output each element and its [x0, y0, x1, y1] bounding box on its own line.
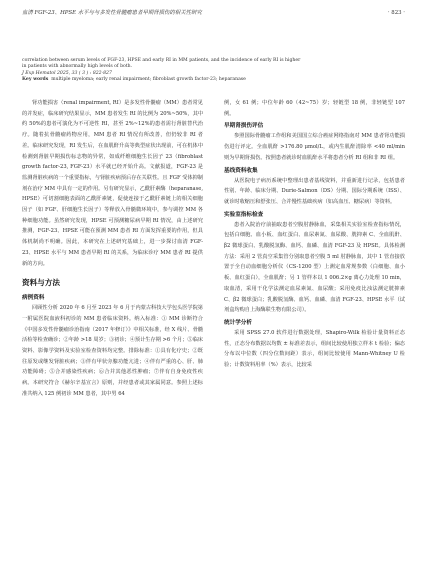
keywords-line — [22, 77, 405, 83]
cases-paragraph: 回顾性分析 2020 年 6 月至 2023 年 6 月于内蒙古科技大学包头医学院第一附属医院血液科初诊的 MM 患者临床资料。纳入标准：① MM 诊断符合《中国多发性骨髓瘤诊治指南（2017 年修订）》中相关标准，经 X 线片、骨髓活检等检查确诊；②年龄 >18 周岁；③初诊；④预计生存期 >6 个月；⑤临床资料、影像学资料及实验室检查资料均完整。排除标准：①具有化疗史；②既往原发或继发肾脏疾病；③伴有甲状旁腺功能亢进；④伴有严重的心、肝、肺功能障碍；⑤合并感染性疾病；⑥合并其他恶性肿瘤；⑦伴有自身免疫性疾病。本研究符合《赫尔辛基宣言》原则，并经患者或其家属同意。参照上述标准共纳入 125 例初诊 MM 患者，其中男 64 — [22, 305, 203, 397]
page-number: · 823 · — [387, 10, 405, 16]
abstract-text: correlation between serum levels of FGF-23, HPSE and early RI in MM patients, and the incidence of early RI is higher — [22, 58, 301, 63]
subsection-heading-renal-assessment: 早期肾损伤评估 — [224, 123, 264, 130]
section-heading-methods: 资料与方法 — [22, 278, 60, 288]
left-column — [22, 98, 203, 400]
intro-paragraph: 肾功能损害（renal impairment, RI）是多发性骨髓瘤（MM）患者常见的并发症，临床研究结果显示，MM 患者发生 RI 的比例为 20%~50%，其中约 50%的患者可演化为不可逆性 RI，甚至 2%~12%的患者需行肾脏替代治疗。随着抗骨髓瘤药物应用，MM 患者 RI 情况有所改善，但仍较非 RI 者差。临床研究发现，RI 发生后，在血肌酐升高等典型症状出现前，可在机体中检测到肾脏早期损伤标志物的异常，如成纤维细胞生长因子 23（fibroblast growth factor-23, FGF-23）水平就已经开始升高。文献报道，FGF-23 是监测肾脏疾病的一个重要指标，与肾脏疾病预后存在关联性。且 FGF 受体抑制剂在治疗 MM 中具有一定的作用。另有研究显示，乙酰肝素酶（heparanase, HPSE）可切割细胞表面的乙酰肝素链，促使连接于乙酰肝素链上的相关细胞因子（如 FGF、肝细胞生长因子）等释放入骨髓微环境中，参与调控 MM 各种细胞功能。虽然研究发现，HPSE 可预测糖尿病早期 RI 情况，由上述研究推测，FGF-23、HPSE 可能在预测 MM 患者 RI 方面发挥重要的作用，但具体机制尚不明确。因此，本研究在上述研究基础上，进一步探讨血清 FGF-23、HPSE 水平与 MM 患者早期 RI 的关系，为临床诊疗 MM 患者 RI 提供新的方向。 — [22, 100, 204, 267]
cases-paragraph-continued: 例，女 61 例；中位年龄 60（42~75）岁；轻链型 18 例，非轻链型 107 例。 — [224, 100, 405, 117]
right-column — [224, 98, 405, 371]
keywords-text: multiple myeloma; early renal impairment; fibroblast growth factor-23; heparanase — [51, 77, 246, 83]
baseline-paragraph: 从医院电子病历系统中整理出患者基线资料，并重新进行记录，包括患者性别、年龄、临床分期、Durie-Salmon（DS）分期、国际分期系统（ISS）、就诊时收缩压和舒张压、合并慢性基础疾病（如高血压、糖尿病）等资料。 — [224, 177, 405, 205]
abstract-text-2: in patients with abnormally high levels of both. — [22, 64, 133, 70]
renal-assessment-paragraph: 参照国际骨髓瘤工作组和美国国立综合癌症网络指南对 MM 患者肾功能损伤进行评定。全血肌酐 >176.80 μmol/L，或内生肌酐清除率 <40 ml/min 则为早期肾损伤。按照患者就诊时血肌酐水平将患者分析 RI 组和非 RI 组。 — [224, 133, 405, 161]
subsection-heading-cases: 病例资料 — [22, 295, 45, 302]
keywords-label: Key words — [22, 77, 49, 83]
statistics-paragraph: 采用 SPSS 27.0 软件进行数据处理，Shapiro-Wilk 检验计量资料正态性，正态分布数据以均数 ± 标准差表示，组间比较使用独立样本 t 检验；偏态分布以中位数（四分位数间距）表示，组间比较使用 Mann-Whitney U 检验；计数资料用率（%）表示，比较采 — [224, 329, 405, 369]
english-abstract-tail — [22, 58, 405, 84]
journal-citation: J Exp Hematol 2025, 33 ( 3 ) : 822-827 — [22, 70, 112, 76]
lab-paragraph: 患者入院治疗前抽取患者空腹肘静脉血，采集相关实验室检查指标情况，包括白细胞、血小板、血红蛋白、血尿素氮、血尿酸、胱抑素 C、全血肌酐、β2 微球蛋白、乳酸脱氢酶、血钙、血磷、血清 FGF-23 及 HPSE。具体检测方法：采用 2 管真空采集管分别取患者空腹 5 ml 肘静脉血，其中 1 管直接放置于全自动血细胞分析仪（CS-1200 型）上测定血常规参数（白细胞、血小板、血红蛋白），全血肌酐；另 1 管样本以 1 006.2×g 离心力处理 10 min，取血清，采用干化学法测定血尿素氮、血尿酸；采用免疫比浊法测定胱抑素 C、β2 微球蛋白；乳酸脱氢酶、血钙、血磷、血清 FGF-23、HPSE 水平（试剂盒均购自上海酶联生物有限公司）。 — [224, 221, 405, 314]
subsection-heading-statistics: 统计学分析 — [224, 319, 252, 326]
running-title: 血清 FGF-23、HPSE 水平与与多发性骨髓瘤患者早期肾损伤的相关性研究 — [22, 10, 202, 16]
running-header — [22, 6, 405, 20]
subsection-heading-baseline: 基线资料收集 — [224, 167, 258, 174]
subsection-heading-lab: 实验室指标检查 — [224, 211, 264, 218]
